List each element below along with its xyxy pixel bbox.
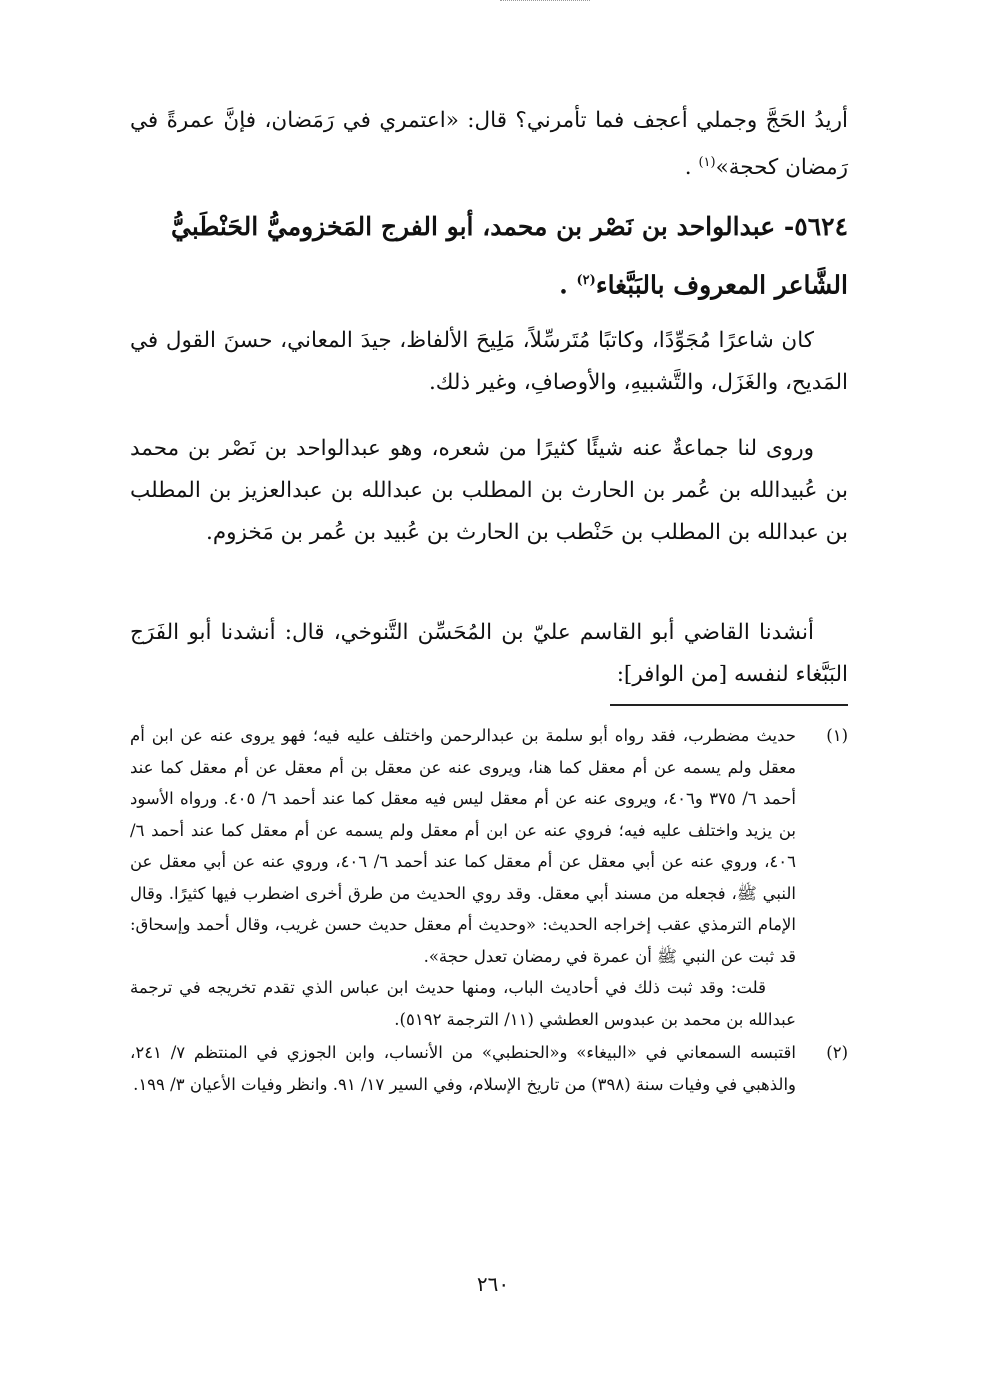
entry-name: عبدالواحد بن نَصْر بن محمد، أبو الفرج المَخزوميُّ الحَنْطَبيُّ الشَّاعر المعروف بالبَبَّغاء [171, 212, 848, 300]
paragraph-recitation: أنشدنا القاضي أبو القاسم عليّ بن المُحَسِّن التَّنوخي، قال: أنشدنا أبو الفَرَج البَبَّغاء لنفسه [من الوافر]: [130, 620, 848, 687]
footnote-text: حديث مضطرب، فقد رواه أبو سلمة بن عبدالرحمن واختلف عليه فيه؛ فهو يروى عنه عن ابن أم معقل ولم يسمه عن أم معقل كما هنا، ويروى عنه عن معقل بن أم معقل عن أم معقل كما عند أحمد ٦/ ٣٧٥ و٤٠٦، ويروى عنه عن أم معقل ليس فيه معقل كما عند أحمد ٦/ ٤٠٥. ورواه الأسود بن يزيد واختلف عليه فيه؛ فروي عنه عن ابن أم معقل ولم يسمه عن أم معقل كما عند أحمد ٦/ ٤٠٦، وروي عنه عن أبي معقل عن أم معقل كما عند أحمد ٦/ ٤٠٦، وروي عنه عن أبي معقل عن النبي ﷺ، فجعله من مسند أبي معقل. وقد روي الحديث من طرق أخرى اضطرب فيها كثيرًا. وقال الإمام الترمذي عقب إخراجه الحديث: «وحديث أم معقل حديث حسن غريب، وقال أحمد وإسحاق: قد ثبت عن النبي ﷺ أن عمرة في رمضان تعدل حجة». [130, 726, 797, 966]
paragraph-description: كان شاعرًا مُجَوِّدًا، وكاتبًا مُتَرسِّلاً، مَلِيحَ الألفاظ، جيدَ المعاني، حسنَ القول في المَديح، والغَزَل، والتَّشبيهِ، والأوصافِ، وغير ذلك. [130, 328, 848, 395]
footnote-ref-2: (٢) [576, 273, 596, 288]
footnote-1 [130, 720, 848, 1035]
footnote-separator [610, 704, 848, 706]
paragraph-lineage: وروى لنا جماعةٌ عنه شيئًا كثيرًا من شعره، وهو عبدالواحد بن نَصْر بن محمد بن عُبيدالله بن عُمر بن الحارث بن المطلب بن عبدالله بن عبدالعزيز بن المطلب بن عبدالله بن المطلب بن حَنْطب بن الحارث بن عُبيد بن عُمر بن مَخزوم. [130, 436, 848, 545]
intro-end: . [684, 155, 692, 181]
entry-heading [130, 200, 848, 312]
footnote-number: (١) [826, 726, 848, 745]
entry-number: ٥٦٢٤- [783, 212, 848, 241]
footnote-number: (٢) [826, 1043, 848, 1062]
footnotes [130, 720, 848, 1102]
intro-paragraph [130, 100, 848, 189]
footnote-text: اقتبسه السمعاني في «البيغاء» و«الحنطبي» من الأنساب، وابن الجوزي في المنتظم ٧/ ٢٤١، والذهبي في وفيات سنة (٣٩٨) من تاريخ الإسلام، وفي السير ١٧/ ٩١. وانظر وفيات الأعيان ٣/ ١٩٩. [130, 1043, 796, 1094]
entry-end: . [559, 270, 568, 300]
footnote-ref-1: (١) [698, 155, 716, 170]
footnote-text: قلت: وقد ثبت ذلك في أحاديث الباب، ومنها حديث ابن عباس الذي تقدم تخريجه في ترجمة عبدالله بن محمد بن عبدوس العطشي (١١/ الترجمة ٥١٩٢). [130, 978, 796, 1029]
scan-mark [500, 0, 590, 9]
intro-text: أريدُ الحَجَّ وجملي أعجف فما تأمرني؟ قال: «اعتمري في رَمَضان، فإنَّ عمرةً في رَمضان كحجة» [130, 108, 848, 181]
footnote-body [130, 1037, 796, 1100]
footnote-body [130, 720, 796, 1035]
footnote-2 [130, 1037, 848, 1100]
page-number: ٢٦٠ [476, 1272, 510, 1296]
